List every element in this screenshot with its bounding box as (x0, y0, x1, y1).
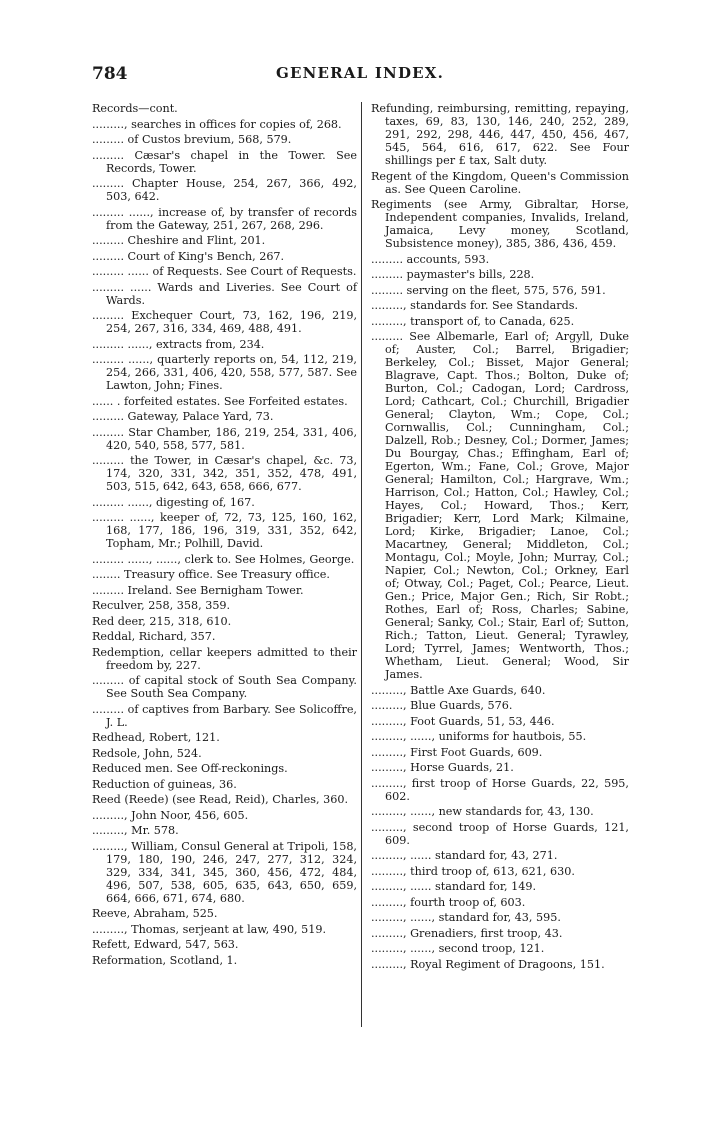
index-entry: ........., standards for. See Standards. (371, 299, 579, 312)
index-entry: ........., ......, uniforms for hautbois, 55. (371, 730, 587, 743)
index-entry: Reculver, 258, 358, 359. (92, 599, 231, 612)
index-entry: ......... ......, keeper of, 72, 73, 125, 160, 162, 168, 177, 186, 196, 319, 331, 352, 642, Topham, Mr.; Polhill, David. (92, 511, 357, 550)
index-entry: Records—cont. (92, 102, 178, 115)
index-entry: ......... ......, extracts from, 234. (92, 337, 265, 351)
index-entry: ......... of captives from Barbary. See Solicoffre, J. L. (92, 702, 357, 729)
index-entry: ......... Chapter House, 254, 267, 366, 492, 503, 642. (92, 177, 357, 203)
index-entry: ........., transport of, to Canada, 625. (371, 314, 575, 328)
index-entry: ......... the Tower, in Cæsar's chapel, &c. 73, 174, 320, 331, 342, 351, 352, 478, 491, 503, 515, 642, 643, 658, 666, 677. (92, 454, 357, 493)
index-entry: ......... Cæsar's chapel in the Tower. See Records, Tower. (92, 148, 357, 175)
index-entry: ......... paymaster's bills, 228. (371, 268, 535, 281)
index-entry: ........., Royal Regiment of Dragoons, 151. (371, 957, 605, 971)
index-entry: ........., Blue Guards, 576. (371, 699, 513, 712)
index-entry: Reddal, Richard, 357. (92, 630, 216, 643)
index-entry: ........., John Noor, 456, 605. (92, 808, 249, 822)
right-column (371, 102, 629, 973)
index-entry: ......... Court of King's Bench, 267. (92, 249, 285, 263)
index-entry: ......... See Albemarle, Earl of; Argyll, Duke of; Auster, Col.; Barrel, Brigadier; Berkeley, Col.; Bisset, Major General; Blagrave, Capt. Thos.; Bolton, Duke of; Burton, Col.; Cadogan, Lord; Cardross, Lord; Cathcart, Col.; Churchill, Brigadier General; Clayton, Wm.; Cope, Col.; Cornwallis, Col.; Cunningham, Col.; Dalzell, Rob.; Desney, Col.; Dormer, James; Du Bourgay, Chas.; Effingham, Earl of; Egerton, Wm.; Fane, Col.; Grove, Major General; Hamilton, Col.; Hargrave, Wm.; Harrison, Col.; Hatton, Col.; Hawley, Col.; Hayes, Col.; Howard, Thos.; Kerr, Brigadier; Kerr, Lord Mark; Kilmaine, Lord; Kirke, Brigadier; Lanoe, Col.; Macartney, General; Middleton, Col.; Montagu, Col.; Moyle, John; Murray, Col.; Napier, Col.; Newton, Col.; Orkney, Earl of; Otway, Col.; Paget, Col.; Pearce, Lieut. Gen.; Price, Major Gen.; Rich, Sir Robt.; Rothes, Earl of; Ross, Charles; Sabine, General; Sanky, Col.; Stair, Earl of; Sutton, Rich.; Tatton, Lieut. General; Tyrawley, Lord; Tyrrel, James; Wentworth, Thos.; Whetham, Lieut. General; Wood, Sir James. (371, 330, 629, 681)
index-entry: ......... ......, quarterly reports on, 54, 112, 219, 254, 266, 331, 406, 420, 558, 577, 587. See Lawton, John; Fines. (92, 353, 357, 392)
index-entry: ........., third troop of, 613, 621, 630. (371, 864, 575, 878)
index-entry: Reduction of guineas, 36. (92, 777, 237, 791)
page-number: 784 (92, 64, 128, 84)
index-entry: Redsole, John, 524. (92, 746, 202, 760)
index-entry: Redhead, Robert, 121. (92, 731, 220, 744)
index-entry: ........., Grenadiers, first troop, 43. (371, 926, 563, 940)
index-entry: ......... ......, digesting of, 167. (92, 495, 255, 509)
index-entry: ........., ......, new standards for, 43, 130. (371, 805, 594, 818)
page-header (92, 64, 628, 88)
index-entry: ......... accounts, 593. (371, 252, 490, 266)
index-entry: ........., First Foot Guards, 609. (371, 745, 543, 759)
index-entry: Redemption, cellar keepers admitted to their freedom by, 227. (92, 645, 357, 672)
index-entry: ........., Battle Axe Guards, 640. (371, 683, 546, 697)
index-entry: ........., Thomas, serjeant at law, 490, 519. (92, 922, 327, 936)
index-entry: ......... ......, ......, clerk to. See Holmes, George. (92, 552, 355, 566)
index-entry: ........., Horse Guards, 21. (371, 761, 514, 774)
index-entry: ...... . forfeited estates. See Forfeited estates. (92, 394, 348, 408)
index-entry: Reed (Reede) (see Read, Reid), Charles, 360. (92, 793, 349, 806)
index-entry: ......... Ireland. See Bernigham Tower. (92, 583, 304, 597)
index-entry: ......... Exchequer Court, 73, 162, 196, 219, 254, 267, 316, 334, 469, 488, 491. (92, 309, 357, 335)
index-entry: ........., ...... standard for, 43, 271. (371, 849, 558, 862)
column-divider (361, 102, 362, 1027)
index-entry: Regent of the Kingdom, Queen's Commission as. See Queen Caroline. (371, 169, 629, 196)
index-entry: Refunding, reimbursing, remitting, repaying, taxes, 69, 83, 130, 146, 240, 252, 289, 291, 292, 298, 446, 447, 450, 456, 467, 545, 564, 616, 617, 622. See Four shillings per £ tax, Salt duty. (371, 102, 629, 167)
left-column (92, 102, 357, 969)
index-entry: ........., first troop of Horse Guards, 22, 595, 602. (371, 776, 629, 803)
index-entry: Reformation, Scotland, 1. (92, 953, 238, 967)
index-entry: ......... ...... of Requests. See Court of Requests. (92, 265, 357, 278)
page-title: GENERAL INDEX. (275, 64, 445, 82)
index-entry: ........., fourth troop of, 603. (371, 895, 526, 909)
index-entry: ........., ......, standard for, 43, 595. (371, 911, 561, 924)
index-entry: ......... Gateway, Palace Yard, 73. (92, 410, 274, 423)
index-entry: ......... ......, increase of, by transfer of records from the Gateway, 251, 267, 268, 296. (92, 205, 357, 232)
index-entry: ......... serving on the fleet, 575, 576, 591. (371, 283, 606, 297)
index-entry: ........., ...... standard for, 149. (371, 880, 537, 893)
index-entry: ........., William, Consul General at Tripoli, 158, 179, 180, 190, 246, 247, 277, 312, 324, 329, 334, 341, 345, 360, 456, 472, 484, 496, 507, 538, 605, 635, 643, 650, 659, 664, 666, 671, 674, 680. (92, 839, 357, 905)
index-entry: Regiments (see Army, Gibraltar, Horse, Independent companies, Invalids, Ireland, Jamaica, Levy money, Scotland, Subsistence money), 385, 386, 436, 459. (371, 198, 629, 250)
index-entry: ........., Foot Guards, 51, 53, 446. (371, 714, 555, 728)
index-entry: Refett, Edward, 547, 563. (92, 938, 239, 951)
index-entry: ........., second troop of Horse Guards, 121, 609. (371, 820, 629, 847)
index-entry: Reeve, Abraham, 525. (92, 907, 218, 920)
index-entry: ......... ...... Wards and Liveries. See Court of Wards. (92, 280, 357, 307)
index-entry: Reduced men. See Off-reckonings. (92, 762, 288, 775)
index-entry: ......... of capital stock of South Sea Company. See South Sea Company. (92, 674, 357, 700)
index-entry: ......... Star Chamber, 186, 219, 254, 331, 406, 420, 540, 558, 577, 581. (92, 425, 357, 452)
index-entry: ........., searches in offices for copies of, 268. (92, 117, 342, 131)
index-entry: ......... of Custos brevium, 568, 579. (92, 133, 292, 146)
index-entry: Red deer, 215, 318, 610. (92, 614, 232, 628)
index-entry: ......... Cheshire and Flint, 201. (92, 234, 266, 247)
index-entry: ........., Mr. 578. (92, 824, 179, 837)
index-entry: ........ Treasury office. See Treasury office. (92, 568, 330, 581)
index-entry: ........., ......, second troop, 121. (371, 942, 545, 955)
